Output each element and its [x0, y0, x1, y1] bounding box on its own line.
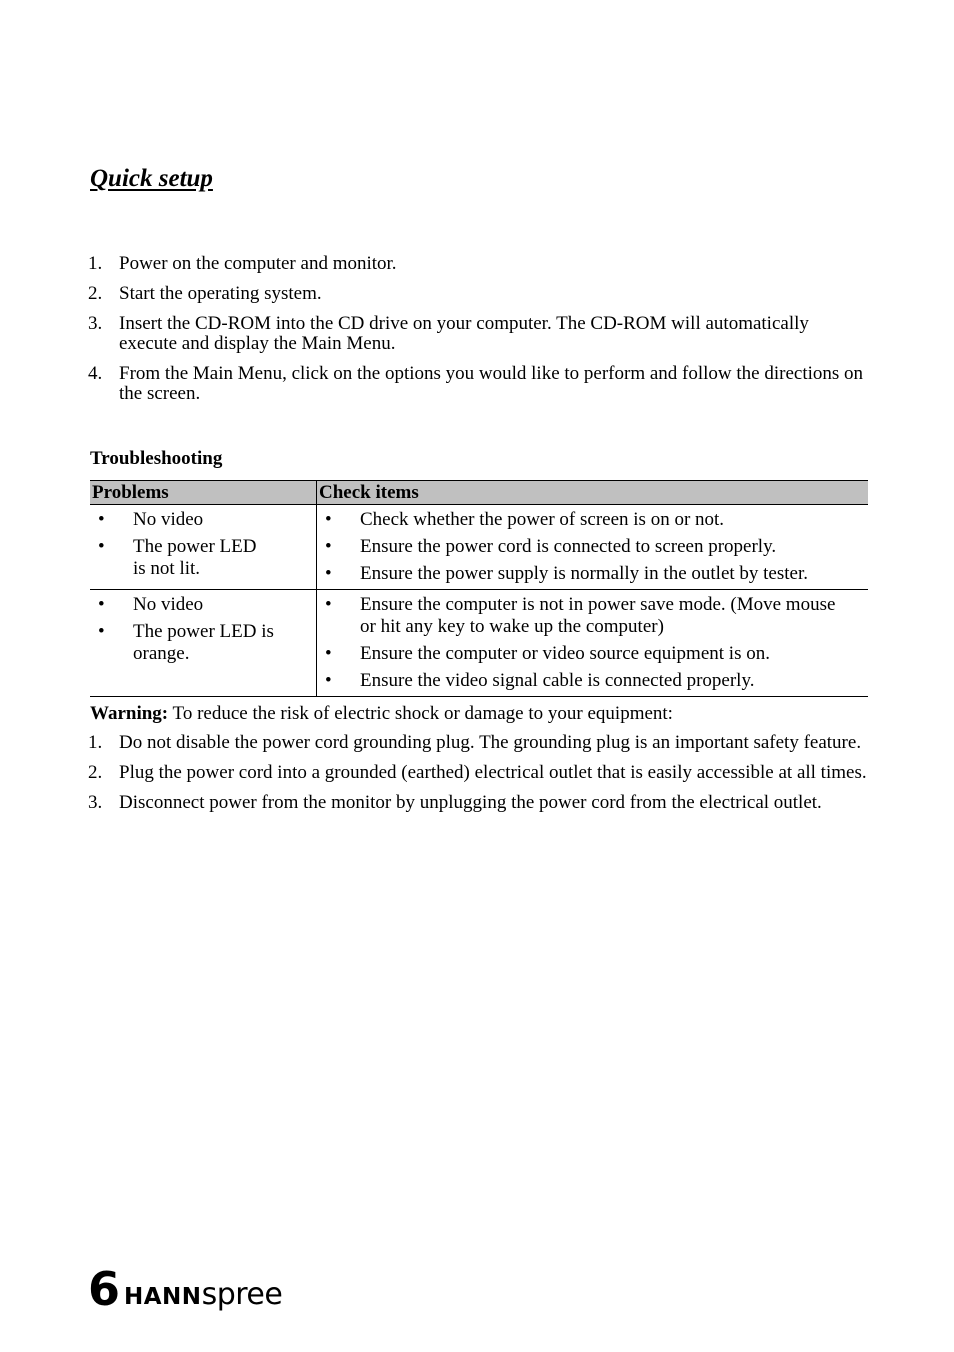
- setup-steps-list: [88, 254, 868, 414]
- list-item: [90, 621, 298, 665]
- check-text: Check whether the power of screen is on or not.: [360, 509, 725, 530]
- step-number: 1.: [88, 732, 103, 753]
- check-items-header: Check items: [317, 481, 869, 505]
- list-item: [317, 509, 868, 531]
- bullet-icon: •: [98, 536, 105, 557]
- list-item: [317, 670, 868, 692]
- step-text: Insert the CD-ROM into the CD drive on your computer. The CD-ROM will automatically execute and display the Main Menu.: [119, 313, 809, 354]
- list-item: [88, 284, 868, 304]
- problems-cell: [90, 505, 317, 590]
- problem-text: No video: [133, 509, 204, 530]
- warning-steps-list: [88, 733, 868, 823]
- brand-light: spree: [201, 1277, 283, 1312]
- list-item: [317, 643, 868, 665]
- problem-text: The power LED is orange.: [133, 621, 274, 664]
- page-title: Quick setup: [90, 165, 213, 192]
- table-row: [90, 590, 868, 697]
- bullet-icon: •: [325, 563, 332, 584]
- check-text: Ensure the power cord is connected to screen properly.: [360, 536, 777, 557]
- step-number: 2.: [88, 762, 103, 783]
- bullet-icon: •: [325, 643, 332, 664]
- list-item: [88, 733, 868, 753]
- bullet-icon: •: [98, 621, 105, 642]
- step-number: 2.: [88, 283, 103, 304]
- check-text: Ensure the computer is not in power save mode. (Move mouse or hit any key to wake up the computer): [360, 594, 836, 637]
- warning-label: Warning:: [90, 703, 169, 724]
- table-row: [90, 505, 868, 590]
- bullet-icon: •: [325, 670, 332, 691]
- step-text: Disconnect power from the monitor by unplugging the power cord from the electrical outlet.: [119, 792, 822, 813]
- list-item: [317, 563, 868, 585]
- step-text: From the Main Menu, click on the options you would like to perform and follow the directions on the screen.: [119, 363, 864, 404]
- check-text: Ensure the power supply is normally in the outlet by tester.: [360, 563, 809, 584]
- step-number: 3.: [88, 313, 103, 334]
- step-text: Do not disable the power cord grounding plug. The grounding plug is an important safety feature.: [119, 732, 862, 753]
- brand-logo: [124, 1276, 282, 1316]
- step-number: 4.: [88, 363, 103, 384]
- list-item: [90, 536, 273, 580]
- list-item: [88, 254, 868, 274]
- bullet-icon: •: [98, 594, 105, 615]
- list-item: [317, 536, 868, 558]
- problems-cell: [90, 590, 317, 697]
- troubleshooting-heading: Troubleshooting: [90, 448, 223, 469]
- step-text: Plug the power cord into a grounded (earthed) electrical outlet that is easily accessible at all times.: [119, 762, 867, 783]
- bullet-icon: •: [98, 509, 105, 530]
- bullet-icon: •: [325, 536, 332, 557]
- problem-text: No video: [133, 594, 204, 615]
- list-item: [88, 314, 868, 354]
- step-number: 1.: [88, 253, 103, 274]
- check-items-cell: [317, 505, 869, 590]
- step-text: Power on the computer and monitor.: [119, 253, 397, 274]
- check-text: Ensure the video signal cable is connected properly.: [360, 670, 755, 691]
- list-item: [88, 364, 868, 404]
- problems-header: Problems: [90, 481, 317, 505]
- bullet-icon: •: [325, 594, 332, 615]
- check-text: Ensure the computer or video source equipment is on.: [360, 643, 770, 664]
- problem-text: The power LED is not lit.: [133, 536, 257, 579]
- list-item: [88, 793, 868, 813]
- brand-bold: HANN: [124, 1284, 202, 1310]
- table-header-row: [90, 481, 868, 505]
- page-number: 6: [88, 1262, 121, 1316]
- troubleshooting-table: [90, 480, 868, 697]
- list-item: [88, 763, 868, 783]
- list-item: [317, 594, 840, 638]
- warning-paragraph: [90, 703, 673, 725]
- warning-text: To reduce the risk of electric shock or damage to your equipment:: [172, 703, 673, 724]
- list-item: [90, 594, 316, 616]
- check-items-cell: [317, 590, 869, 697]
- list-item: [90, 509, 316, 531]
- step-text: Start the operating system.: [119, 283, 322, 304]
- bullet-icon: •: [325, 509, 332, 530]
- step-number: 3.: [88, 792, 103, 813]
